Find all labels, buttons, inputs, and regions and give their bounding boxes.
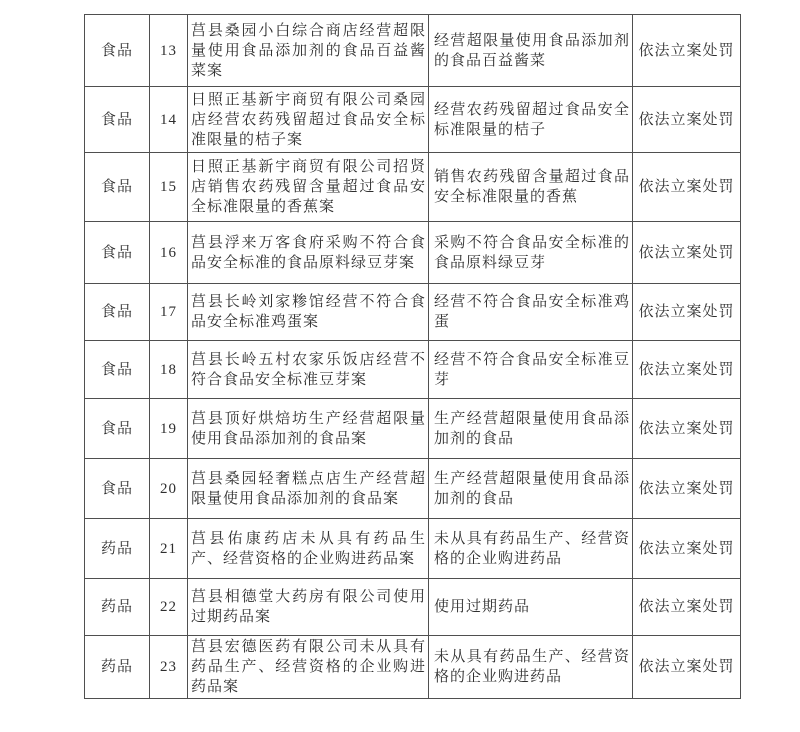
category-cell: 食品 bbox=[85, 341, 150, 399]
category-cell: 药品 bbox=[85, 519, 150, 579]
table-row bbox=[85, 636, 741, 699]
case-name-cell: 莒县佑康药店未从具有药品生产、经营资格的企业购进药品案 bbox=[188, 519, 429, 579]
table-row bbox=[85, 399, 741, 459]
violation-cell: 采购不符合食品安全标准的食品原料绿豆芽 bbox=[429, 222, 633, 284]
action-cell: 依法立案处罚 bbox=[633, 519, 741, 579]
case-name-cell: 日照正基新宇商贸有限公司桑园店经营农药残留超过食品安全标准限量的桔子案 bbox=[188, 87, 429, 153]
case-number-cell: 19 bbox=[150, 399, 188, 459]
case-number-cell: 17 bbox=[150, 284, 188, 341]
table-row bbox=[85, 284, 741, 341]
category-cell: 药品 bbox=[85, 636, 150, 699]
case-number-cell: 20 bbox=[150, 459, 188, 519]
action-cell: 依法立案处罚 bbox=[633, 636, 741, 699]
violation-cell: 经营超限量使用食品添加剂的食品百益酱菜 bbox=[429, 15, 633, 87]
violation-cell: 销售农药残留含量超过食品安全标准限量的香蕉 bbox=[429, 153, 633, 222]
action-cell: 依法立案处罚 bbox=[633, 15, 741, 87]
case-number-cell: 13 bbox=[150, 15, 188, 87]
case-number-cell: 23 bbox=[150, 636, 188, 699]
category-cell: 食品 bbox=[85, 87, 150, 153]
violation-cell: 生产经营超限量使用食品添加剂的食品 bbox=[429, 399, 633, 459]
category-cell: 食品 bbox=[85, 222, 150, 284]
violation-cell: 经营农药残留超过食品安全标准限量的桔子 bbox=[429, 87, 633, 153]
category-cell: 食品 bbox=[85, 459, 150, 519]
violation-cell: 未从具有药品生产、经营资格的企业购进药品 bbox=[429, 519, 633, 579]
category-cell: 食品 bbox=[85, 15, 150, 87]
action-cell: 依法立案处罚 bbox=[633, 153, 741, 222]
case-name-cell: 莒县桑园小白综合商店经营超限量使用食品添加剂的食品百益酱菜案 bbox=[188, 15, 429, 87]
case-number-cell: 21 bbox=[150, 519, 188, 579]
case-number-cell: 16 bbox=[150, 222, 188, 284]
case-name-cell: 莒县长岭五村农家乐饭店经营不符合食品安全标准豆芽案 bbox=[188, 341, 429, 399]
case-number-cell: 15 bbox=[150, 153, 188, 222]
table-row bbox=[85, 87, 741, 153]
case-name-cell: 莒县长岭刘家糁馆经营不符合食品安全标准鸡蛋案 bbox=[188, 284, 429, 341]
table-row bbox=[85, 15, 741, 87]
category-cell: 药品 bbox=[85, 579, 150, 636]
table-row bbox=[85, 222, 741, 284]
action-cell: 依法立案处罚 bbox=[633, 222, 741, 284]
case-name-cell: 莒县顶好烘焙坊生产经营超限量使用食品添加剂的食品案 bbox=[188, 399, 429, 459]
category-cell: 食品 bbox=[85, 399, 150, 459]
case-name-cell: 莒县浮来万客食府采购不符合食品安全标准的食品原料绿豆芽案 bbox=[188, 222, 429, 284]
case-number-cell: 14 bbox=[150, 87, 188, 153]
case-name-cell: 莒县桑园轻奢糕点店生产经营超限量使用食品添加剂的食品案 bbox=[188, 459, 429, 519]
violation-cell: 使用过期药品 bbox=[429, 579, 633, 636]
action-cell: 依法立案处罚 bbox=[633, 341, 741, 399]
violation-cell: 未从具有药品生产、经营资格的企业购进药品 bbox=[429, 636, 633, 699]
action-cell: 依法立案处罚 bbox=[633, 579, 741, 636]
violation-cell: 经营不符合食品安全标准豆芽 bbox=[429, 341, 633, 399]
table-row bbox=[85, 459, 741, 519]
table-row bbox=[85, 519, 741, 579]
violation-cell: 经营不符合食品安全标准鸡蛋 bbox=[429, 284, 633, 341]
table-row bbox=[85, 153, 741, 222]
action-cell: 依法立案处罚 bbox=[633, 399, 741, 459]
case-number-cell: 22 bbox=[150, 579, 188, 636]
case-name-cell: 莒县相德堂大药房有限公司使用过期药品案 bbox=[188, 579, 429, 636]
table-row bbox=[85, 579, 741, 636]
table-row bbox=[85, 341, 741, 399]
action-cell: 依法立案处罚 bbox=[633, 87, 741, 153]
case-name-cell: 日照正基新宇商贸有限公司招贤店销售农药残留含量超过食品安全标准限量的香蕉案 bbox=[188, 153, 429, 222]
category-cell: 食品 bbox=[85, 153, 150, 222]
category-cell: 食品 bbox=[85, 284, 150, 341]
case-number-cell: 18 bbox=[150, 341, 188, 399]
violation-cell: 生产经营超限量使用食品添加剂的食品 bbox=[429, 459, 633, 519]
case-name-cell: 莒县宏德医药有限公司未从具有药品生产、经营资格的企业购进药品案 bbox=[188, 636, 429, 699]
action-cell: 依法立案处罚 bbox=[633, 284, 741, 341]
cases-table bbox=[84, 14, 741, 699]
action-cell: 依法立案处罚 bbox=[633, 459, 741, 519]
